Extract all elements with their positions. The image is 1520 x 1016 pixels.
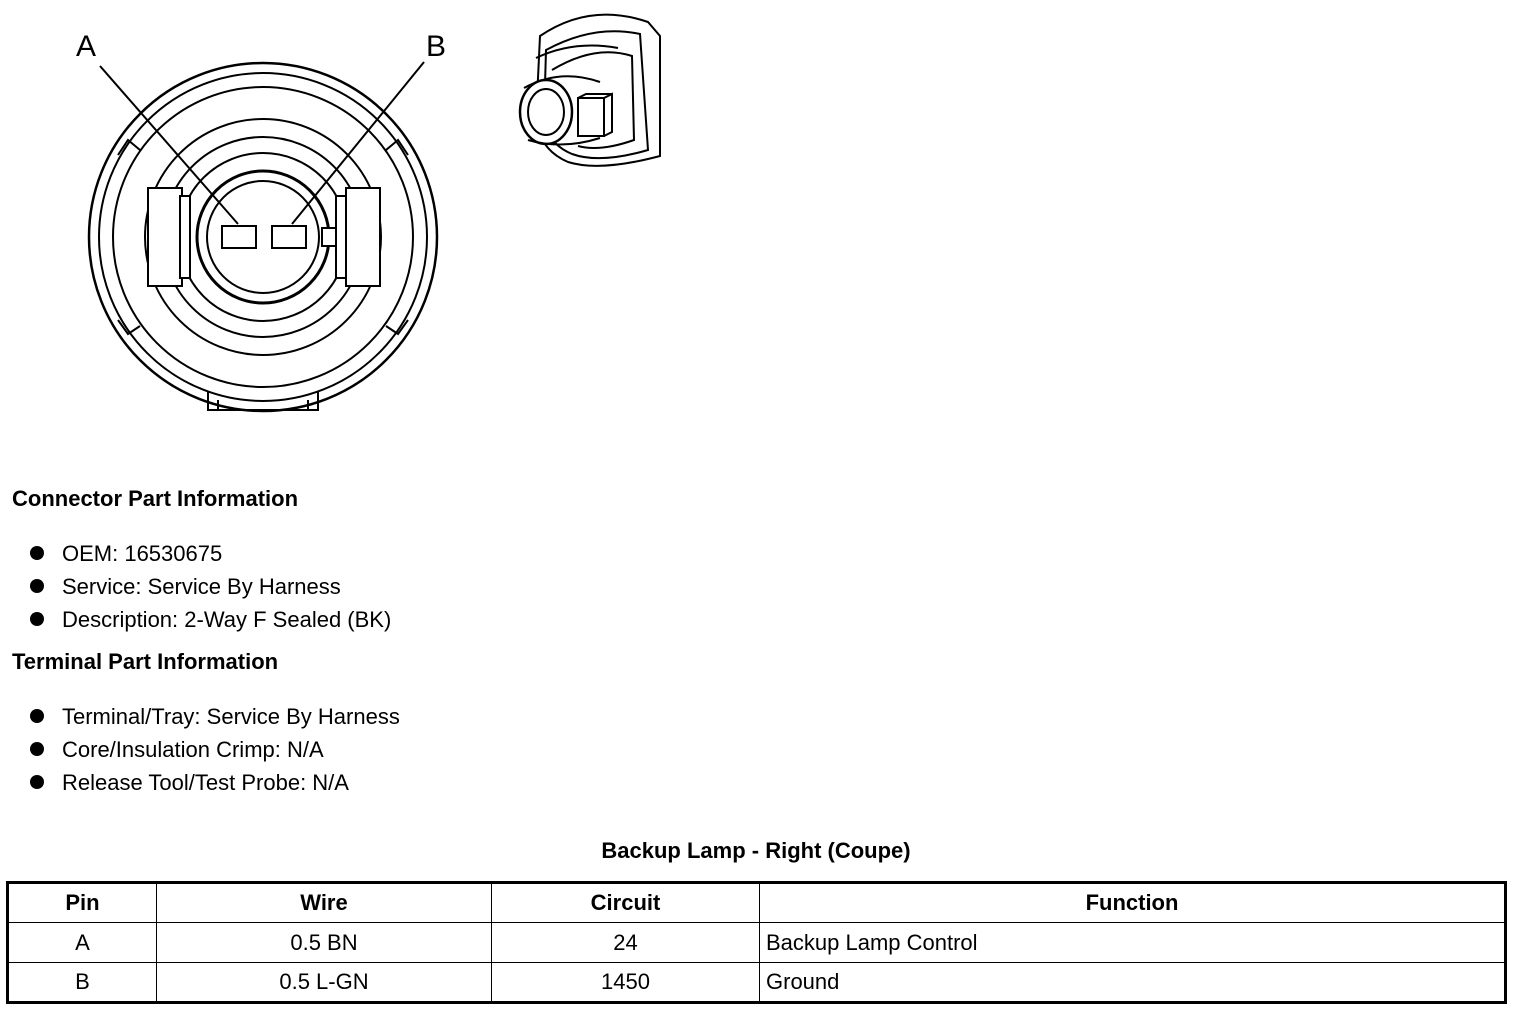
service-text: Service: Service By Harness xyxy=(62,574,341,599)
bullet-icon xyxy=(30,775,44,789)
pin-table xyxy=(6,881,1507,1004)
list-item xyxy=(28,733,400,766)
cell-wire: 0.5 L-GN xyxy=(157,963,492,1003)
list-item xyxy=(28,603,391,636)
bullet-icon xyxy=(30,742,44,756)
cell-pin: A xyxy=(8,923,157,963)
cavity-a xyxy=(222,226,256,248)
header-circuit: Circuit xyxy=(492,883,760,923)
cavity-b xyxy=(272,226,306,248)
cell-wire: 0.5 BN xyxy=(157,923,492,963)
description-text: Description: 2-Way F Sealed (BK) xyxy=(62,607,392,632)
cell-circuit: 1450 xyxy=(492,963,760,1003)
connector-face-view xyxy=(89,62,437,411)
cell-function: Ground xyxy=(760,963,1506,1003)
terminal-info-list xyxy=(28,700,400,799)
oem-text: OEM: 16530675 xyxy=(62,541,223,566)
table-header-row xyxy=(8,883,1506,923)
header-pin: Pin xyxy=(8,883,157,923)
pin-table-title: Backup Lamp - Right (Coupe) xyxy=(601,838,911,863)
bullet-icon xyxy=(30,546,44,560)
header-function: Function xyxy=(760,883,1506,923)
list-item xyxy=(28,570,391,603)
cell-circuit: 24 xyxy=(492,923,760,963)
list-item xyxy=(28,766,400,799)
release-tool-text: Release Tool/Test Probe: N/A xyxy=(62,770,349,795)
list-item xyxy=(28,537,391,570)
pin-label-a: A xyxy=(76,30,97,63)
cell-pin: B xyxy=(8,963,157,1003)
connector-3d-view xyxy=(520,15,660,166)
header-wire: Wire xyxy=(157,883,492,923)
terminal-tray-text: Terminal/Tray: Service By Harness xyxy=(62,704,400,729)
cell-function: Backup Lamp Control xyxy=(760,923,1506,963)
connector-diagram xyxy=(0,0,760,430)
table-row xyxy=(8,963,1506,1003)
connector-info-list xyxy=(28,537,391,636)
pin-label-b: B xyxy=(426,30,447,63)
terminal-info-title: Terminal Part Information xyxy=(12,649,279,674)
crimp-text: Core/Insulation Crimp: N/A xyxy=(62,737,324,762)
connector-info-title: Connector Part Information xyxy=(12,486,299,511)
bullet-icon xyxy=(30,612,44,626)
table-row xyxy=(8,923,1506,963)
bullet-icon xyxy=(30,709,44,723)
bullet-icon xyxy=(30,579,44,593)
list-item xyxy=(28,700,400,733)
